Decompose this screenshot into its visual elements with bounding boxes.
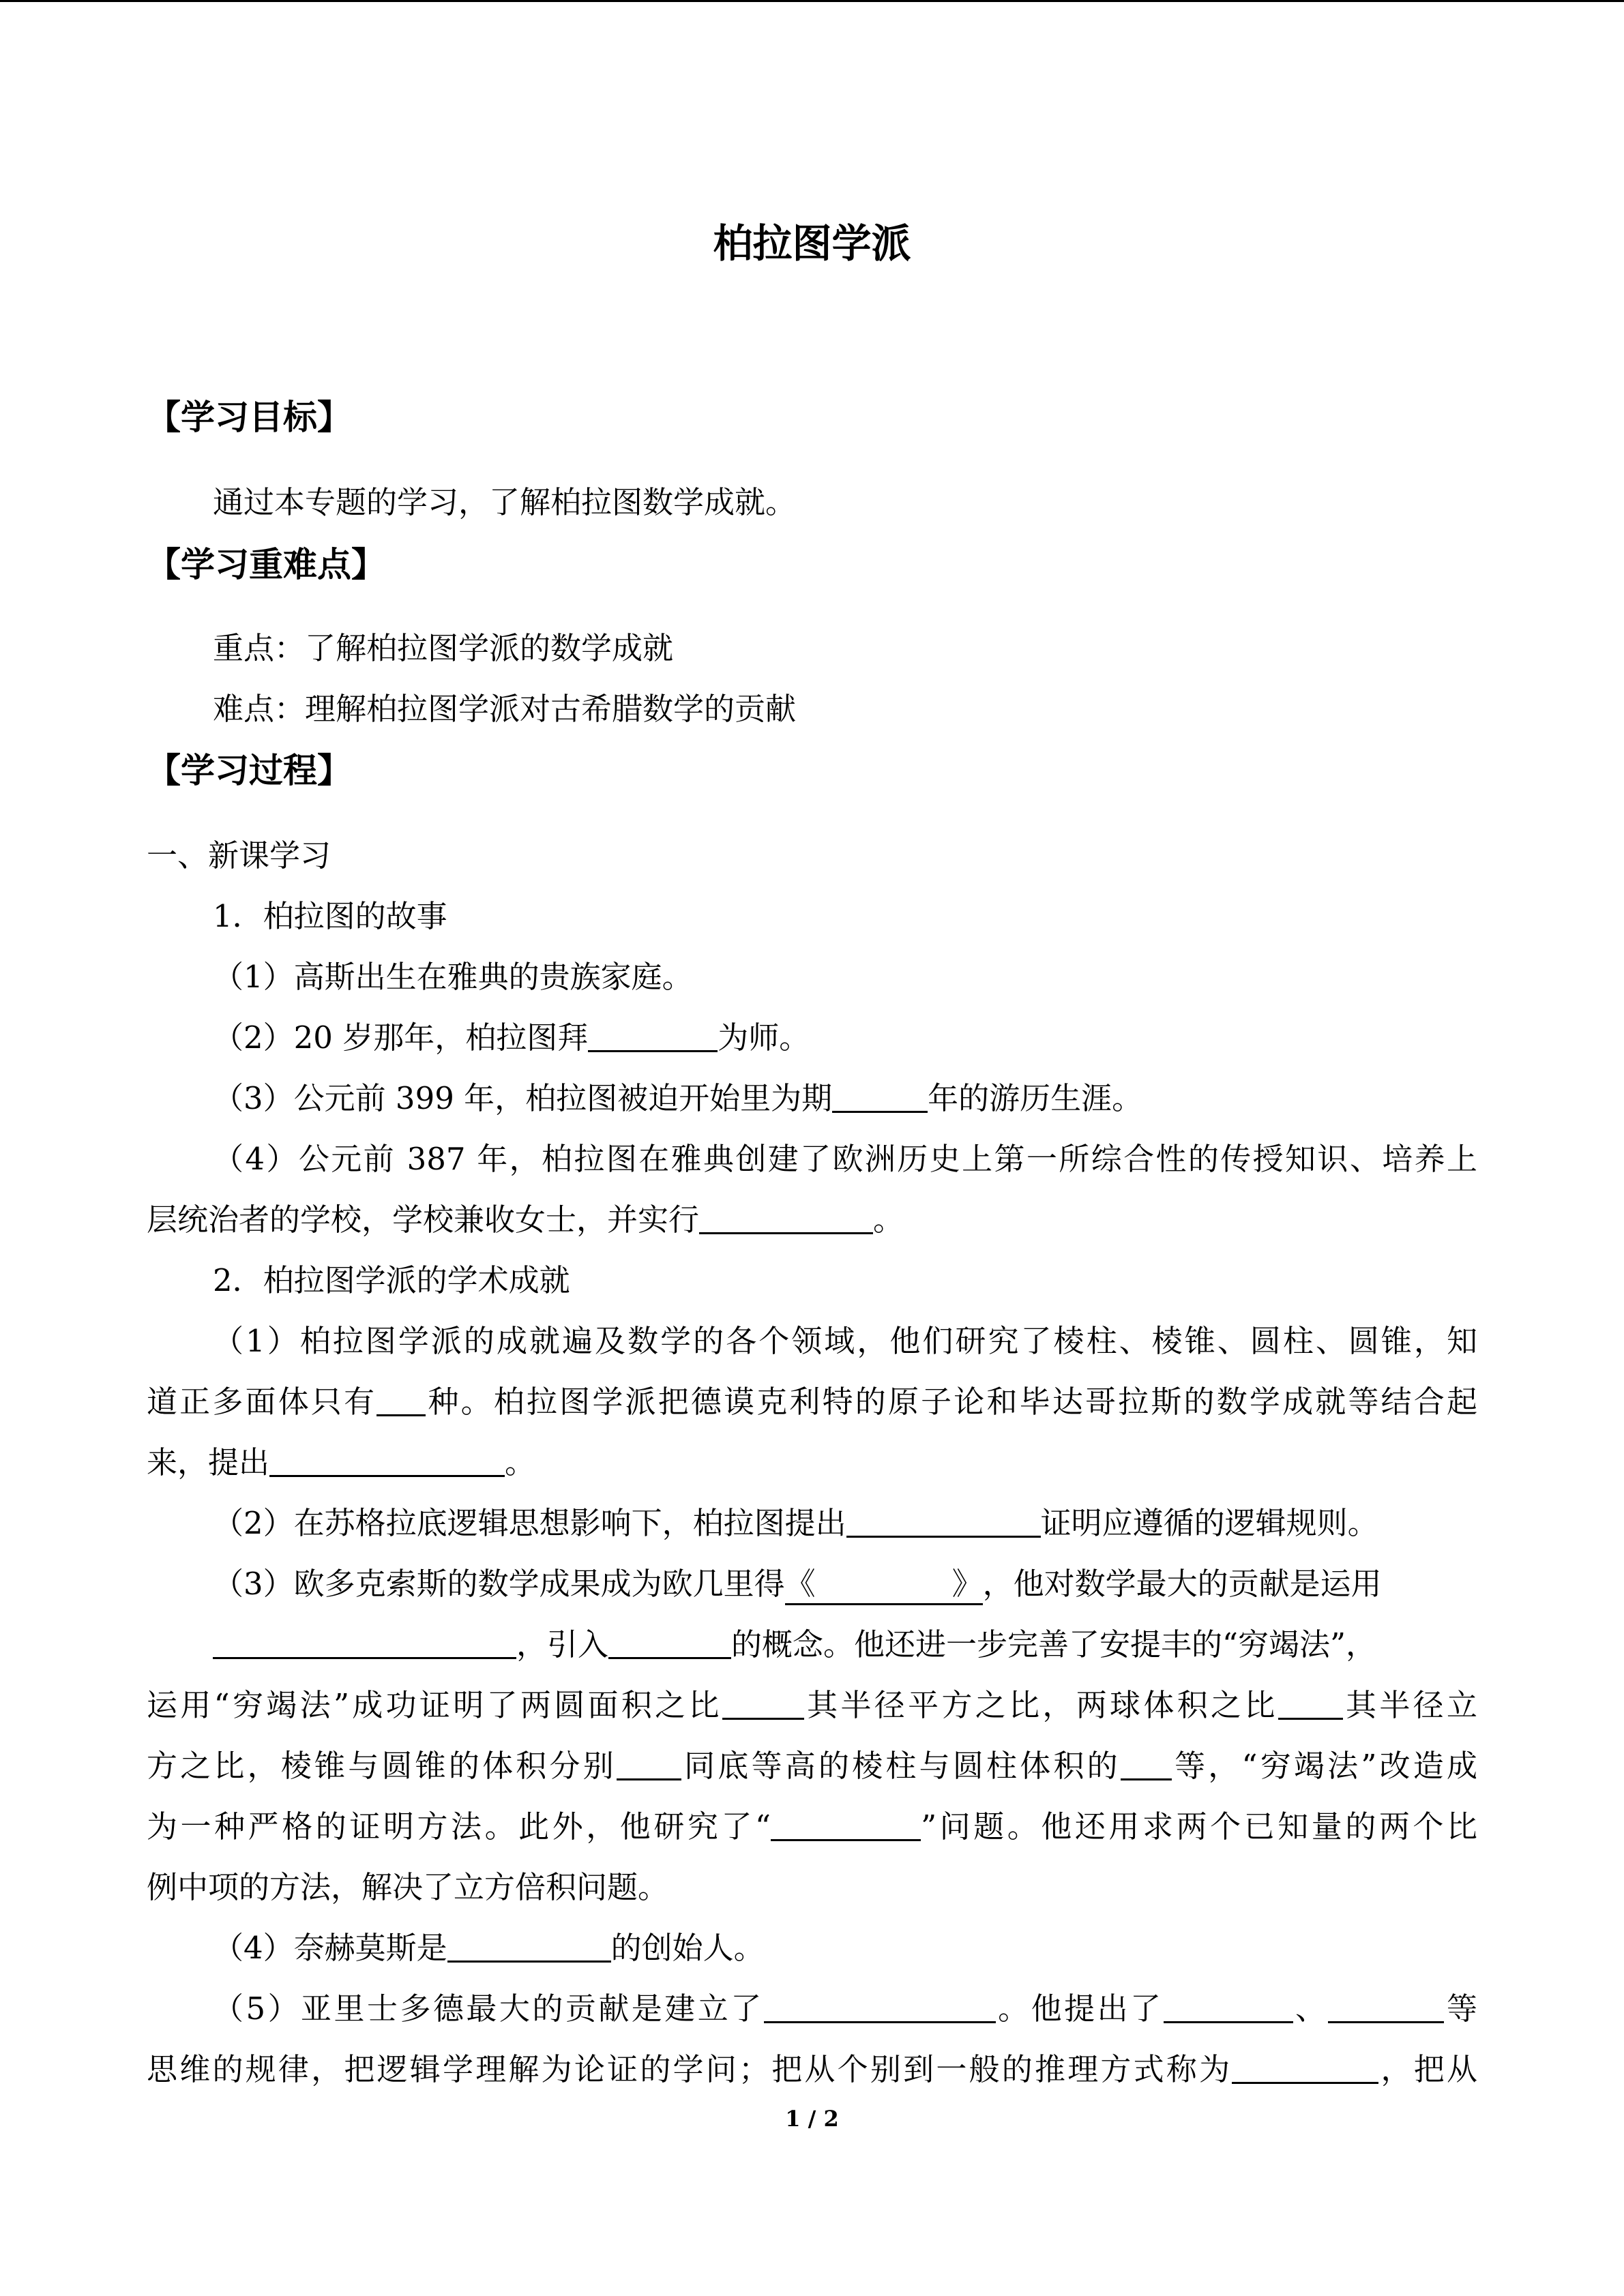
achievement-3-line-5: 为一种严格的证明方法。此外，他研究了“ ”问题。他还用求两个已知量的两个比: [147, 1802, 1477, 1846]
achievement-2: （2）在苏格拉底逻辑思想影响下，柏拉图提出 证明应遵循的逻辑规则。: [213, 1498, 1378, 1542]
answer-blank[interactable]: [1121, 1746, 1172, 1780]
answer-blank[interactable]: [846, 1503, 1041, 1538]
difficult-point: 难点：理解柏拉图学派对古希腊数学的贡献: [213, 691, 797, 727]
story-heading: 1．柏拉图的故事: [213, 898, 447, 934]
answer-blank[interactable]: [588, 1017, 718, 1052]
story-item-1: （1）高斯出生在雅典的贵族家庭。: [213, 959, 693, 995]
answer-blank[interactable]: [1164, 1988, 1293, 2023]
section-heading-goal: 【学习目标】: [147, 398, 351, 437]
achievement-1-line-3: 来，提出 。: [147, 1437, 535, 1482]
achievement-3-line-2: ，引入 的概念。他还进一步完善了安提丰的“穷竭法”，: [213, 1620, 1376, 1664]
answer-blank[interactable]: [699, 1199, 873, 1234]
achievement-5-line-1: （5）亚里士多德最大的贡献是建立了 。他提出了 、 等: [213, 1984, 1477, 2028]
answer-blank[interactable]: [1328, 1988, 1444, 2023]
answer-blank[interactable]: [377, 1382, 426, 1416]
answer-blank[interactable]: [617, 1746, 681, 1780]
story-item-4-line-2: 层统治者的学校，学校兼收女士，并实行 。: [147, 1195, 904, 1239]
answer-blank[interactable]: [447, 1928, 611, 1963]
achievement-3-line-6: 例中项的方法，解决了立方倍积问题。: [147, 1869, 669, 1905]
book-title-blank[interactable]: 《 》: [785, 1559, 983, 1605]
story-item-2: （2）20 岁那年，柏拉图拜 为师。: [213, 1013, 810, 1057]
section-heading-key: 【学习重难点】: [147, 545, 385, 584]
answer-blank[interactable]: [722, 1685, 804, 1720]
story-item-4-line-1: （4）公元前 387 年，柏拉图在雅典创建了欧洲历史上第一所综合性的传授知识、培养上: [213, 1141, 1477, 1177]
top-border-line: [0, 0, 1624, 2]
part-heading-new-lesson: 一、新课学习: [147, 837, 331, 874]
answer-blank[interactable]: [1278, 1685, 1343, 1720]
key-point: 重点：了解柏拉图学派的数学成就: [213, 630, 674, 666]
achievement-4: （4）奈赫莫斯是 的创始人。: [213, 1923, 765, 1967]
page-title: 柏拉图学派: [713, 220, 911, 267]
page-number: 1 / 2: [785, 2106, 839, 2132]
achievement-3-line-1: （3）欧多克索斯的数学成果成为欧几里得《 》，他对数学最大的贡献是运用: [213, 1559, 1382, 1605]
achievement-1-line-2: 道正多面体只有 种。柏拉图学派把德谟克利特的原子论和毕达哥拉斯的数学成就等结合起: [147, 1377, 1477, 1421]
story-item-3: （3）公元前 399 年，柏拉图被迫开始里为期 年的游历生涯。: [213, 1073, 1142, 1118]
answer-blank[interactable]: [269, 1442, 505, 1477]
goal-text: 通过本专题的学习，了解柏拉图数学成就。: [213, 484, 797, 520]
achievement-1-line-1: （1）柏拉图学派的成就遍及数学的各个领域，他们研究了棱柱、棱锥、圆柱、圆锥，知: [213, 1323, 1477, 1359]
answer-blank[interactable]: [608, 1624, 731, 1659]
achievements-heading: 2．柏拉图学派的学术成就: [213, 1262, 570, 1298]
answer-blank[interactable]: [832, 1078, 928, 1113]
answer-blank[interactable]: [764, 1988, 996, 2023]
achievement-5-line-2: 思维的规律，把逻辑学理解为论证的学问；把从个别到一般的推理方式称为 ，把从: [147, 2044, 1477, 2089]
answer-blank[interactable]: [771, 1806, 921, 1841]
answer-blank[interactable]: [213, 1624, 516, 1659]
section-heading-process: 【学习过程】: [147, 751, 351, 790]
achievement-3-line-3: 运用“穷竭法”成功证明了两圆面积之比 其半径平方之比，两球体积之比 其半径立: [147, 1680, 1477, 1725]
answer-blank[interactable]: [1232, 2049, 1378, 2084]
achievement-3-line-4: 方之比，棱锥与圆锥的体积分别 同底等高的棱柱与圆柱体积的 等，“穷竭法”改造成: [147, 1741, 1477, 1785]
